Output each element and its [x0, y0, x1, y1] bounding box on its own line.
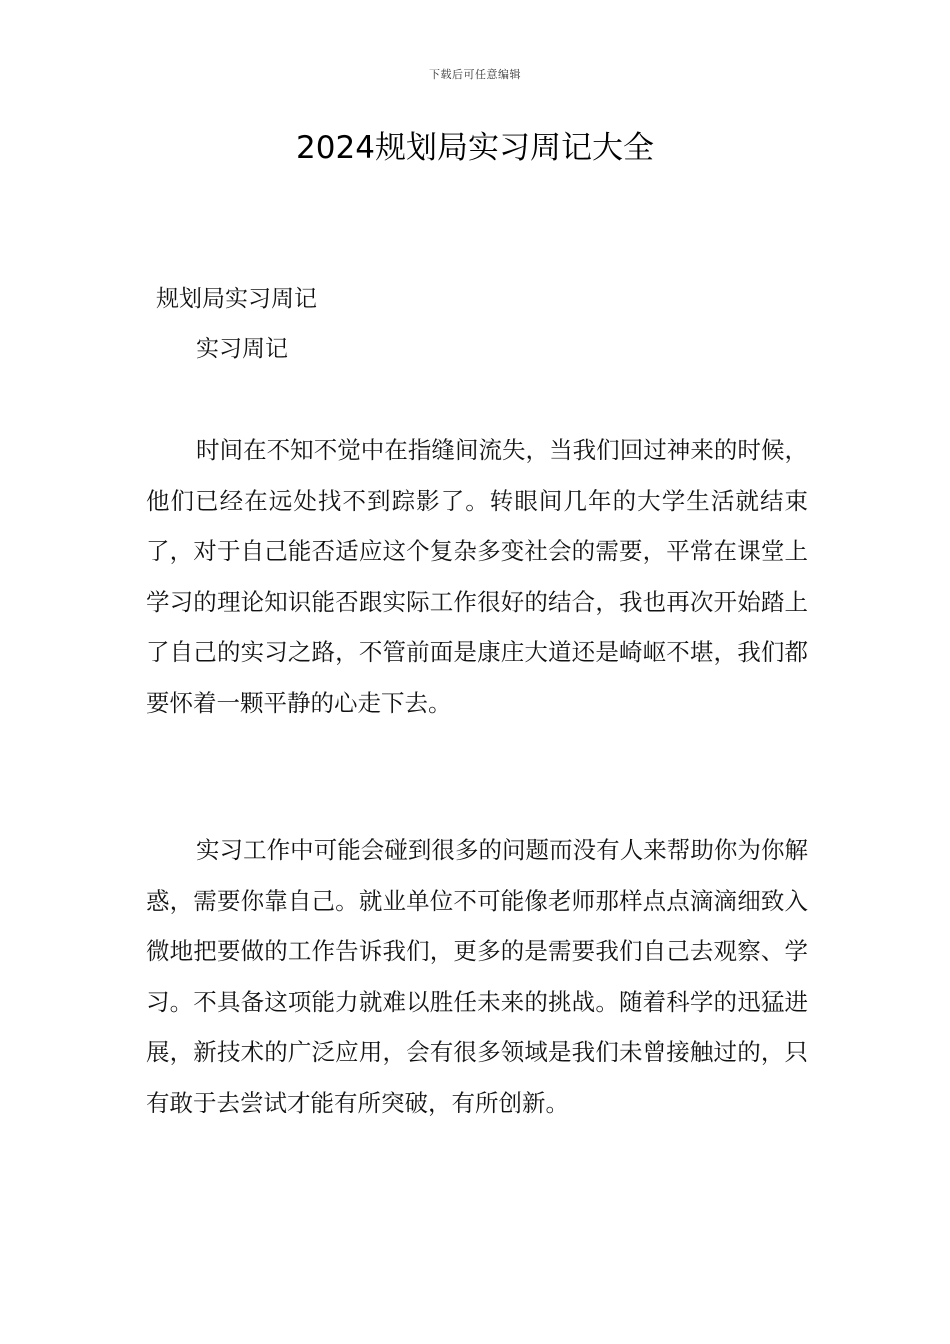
document-title: 2024规划局实习周记大全: [296, 130, 654, 166]
header-note: 下载后可任意编辑: [429, 68, 521, 81]
body-paragraph-2: 实习工作中可能会碰到很多的问题而没有人来帮助你为你解惑，需要你靠自己。就业单位不可能像老师那样点点滴滴细致入微地把要做的工作告诉我们，更多的是需要我们自己去观察、学习。不具备这项能力就难以胜任未来的挑战。随着科学的迅猛进展，新技术的广泛应用，会有很多领域是我们未曾接触过的，只有敢于去尝试才能有所突破，有所创新。: [146, 836, 808, 1117]
body-paragraph-1: 时间在不知不觉中在指缝间流失，当我们回过神来的时候，他们已经在远处找不到踪影了。转眼间几年的大学生活就结束了，对于自己能否适应这个复杂多变社会的需要，平常在课堂上学习的理论知识能否跟实际工作很好的结合，我也再次开始踏上了自己的实习之路，不管前面是康庄大道还是崎岖不堪，我们都要怀着一颗平静的心走下去。: [146, 436, 808, 717]
section-heading: 规划局实习周记: [156, 286, 317, 312]
section-subheading: 实习周记: [196, 336, 288, 362]
